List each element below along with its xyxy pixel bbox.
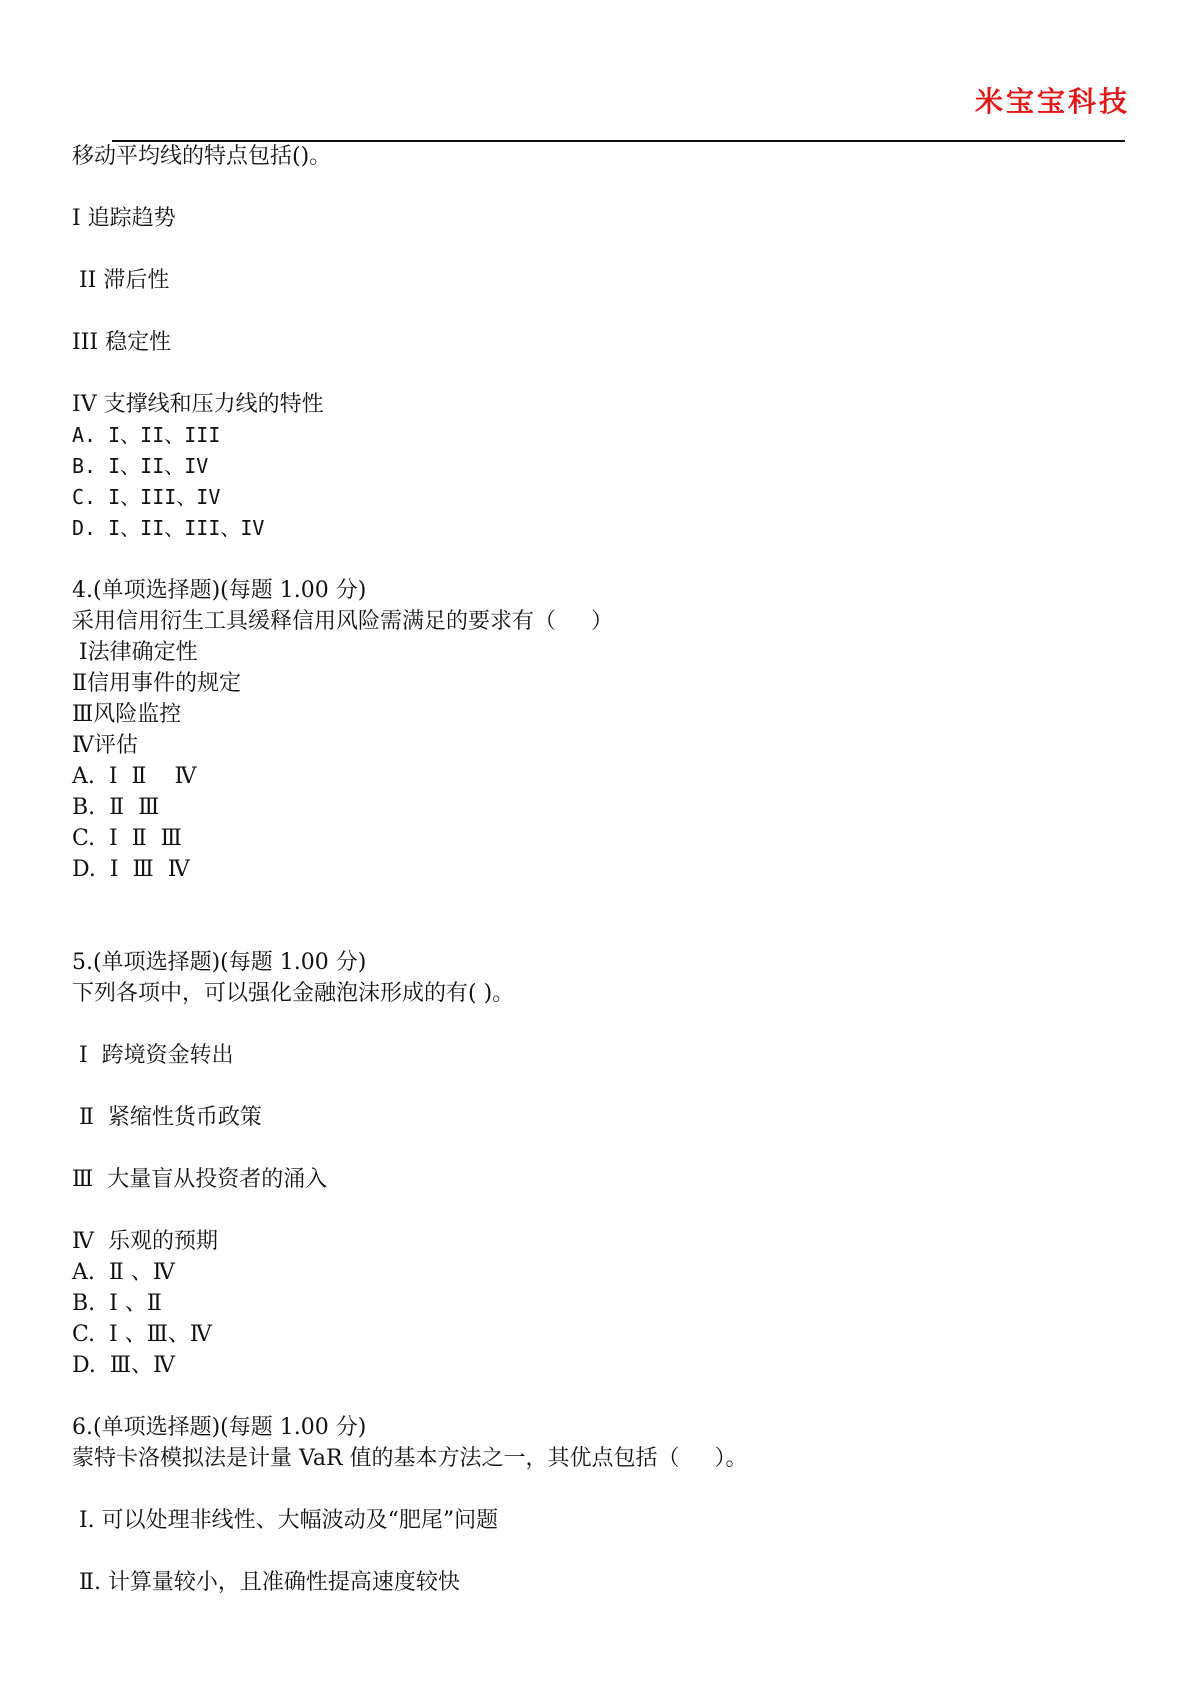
answer-option-a: A. Ⅱ 、Ⅳ xyxy=(72,1260,175,1285)
question-item: Ⅲ风险监控 xyxy=(72,702,182,727)
answer-option-d: D. Ⅲ、Ⅳ xyxy=(72,1353,176,1378)
question-item: Ⅱ信用事件的规定 xyxy=(72,671,241,696)
question-item: III 稳定性 xyxy=(72,330,172,355)
question-stem: 采用信用衍生工具缓释信用风险需满足的要求有（ ） xyxy=(72,609,613,634)
answer-option-b: B. I、II、IV xyxy=(72,454,209,478)
question-item: IV 支撑线和压力线的特性 xyxy=(72,392,324,417)
question-stem: 下列各项中，可以强化金融泡沫形成的有( )。 xyxy=(72,981,515,1006)
question-item: Ⅲ 大量盲从投资者的涌入 xyxy=(72,1167,328,1192)
question-item: Ⅰ 跨境资金转出 xyxy=(72,1043,234,1068)
question-item: Ⅱ. 计算量较小，且准确性提高速度较快 xyxy=(72,1570,460,1595)
answer-option-b: B. Ⅰ 、Ⅱ xyxy=(72,1291,162,1316)
question-heading: 4.(单项选择题)(每题 1.00 分) xyxy=(72,578,367,603)
question-5 xyxy=(72,947,1122,1381)
question-item: I 追踪趋势 xyxy=(72,206,176,231)
answer-option-d: D. I、II、III、IV xyxy=(72,516,265,540)
question-stem: 移动平均线的特点包括()。 xyxy=(72,144,332,169)
question-item: Ⅰ法律确定性 xyxy=(72,640,198,665)
question-stem: 蒙特卡洛模拟法是计量 VaR 值的基本方法之一，其优点包括（ ）。 xyxy=(72,1446,748,1471)
answer-option-c: C. Ⅰ Ⅱ Ⅲ xyxy=(72,826,182,851)
question-heading: 5.(单项选择题)(每题 1.00 分) xyxy=(72,950,367,975)
document-body xyxy=(72,141,1122,1598)
answer-option-a: A. I、II、III xyxy=(72,423,221,447)
question-item: Ⅰ. 可以处理非线性、大幅波动及“肥尾”问题 xyxy=(72,1508,499,1533)
brand-logo-text: 米宝宝科技 xyxy=(974,85,1130,118)
question-item: Ⅱ 紧缩性货币政策 xyxy=(72,1105,262,1130)
question-heading: 6.(单项选择题)(每题 1.00 分) xyxy=(72,1415,367,1440)
question-item: Ⅳ 乐观的预期 xyxy=(72,1229,218,1254)
question-6 xyxy=(72,1412,1122,1598)
answer-option-b: B. Ⅱ Ⅲ xyxy=(72,795,160,820)
question-item: II 滞后性 xyxy=(72,268,170,293)
answer-option-a: A. Ⅰ Ⅱ Ⅳ xyxy=(72,764,197,789)
question-4 xyxy=(72,575,1122,885)
question-item: Ⅳ评估 xyxy=(72,733,138,758)
answer-option-c: C. Ⅰ 、Ⅲ、Ⅳ xyxy=(72,1322,212,1347)
answer-option-c: C. I、III、IV xyxy=(72,485,221,509)
question-3 xyxy=(72,141,1122,544)
answer-option-d: D. Ⅰ Ⅲ Ⅳ xyxy=(72,857,190,882)
